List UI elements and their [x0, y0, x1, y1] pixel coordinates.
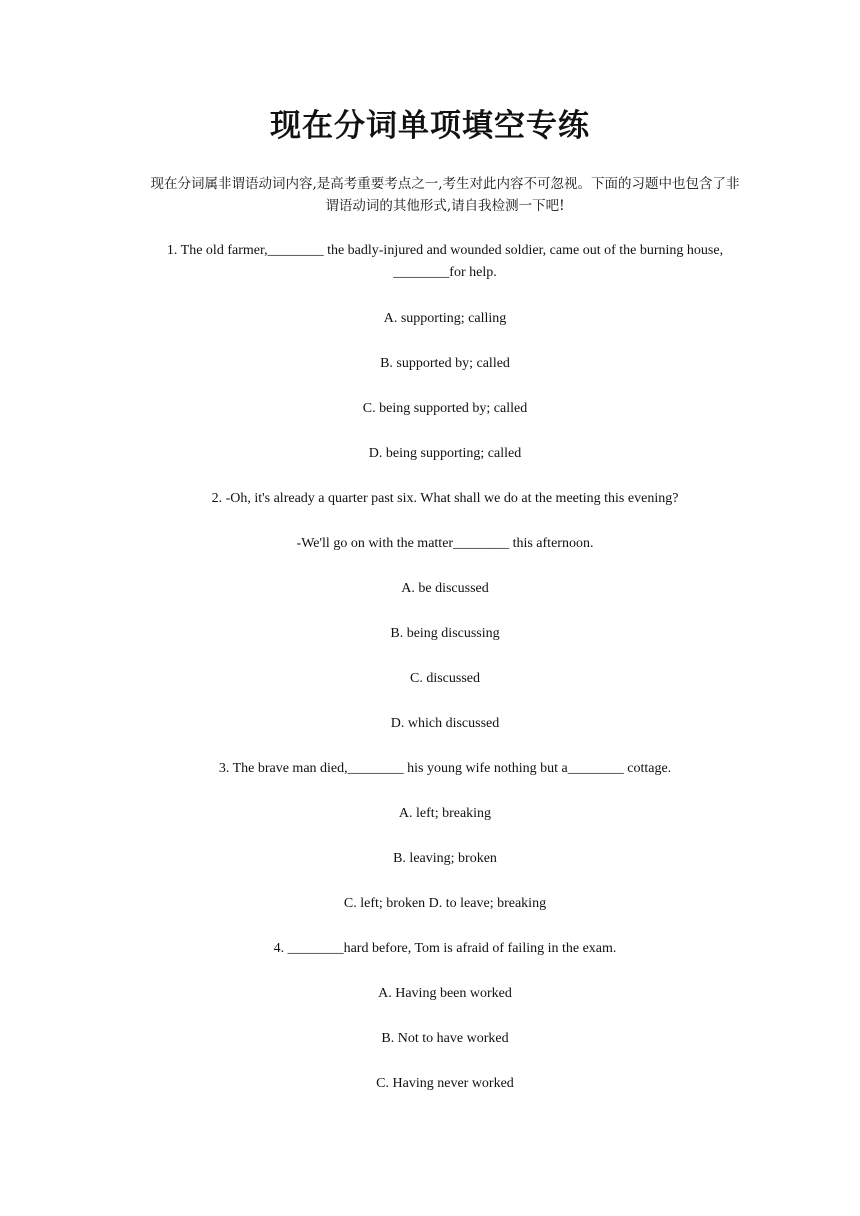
question-1-option-b: B. supported by; called — [380, 356, 510, 371]
question-3-text: 3. The brave man died,________ his young wife nothing but a________ cottage. — [218, 761, 672, 776]
question-4-option-a: A. Having been worked — [378, 986, 512, 1001]
question-2-option-d: D. which discussed — [390, 716, 500, 731]
question-2-option-a: A. be discussed — [401, 581, 489, 596]
question-2-option-b: B. being discussing — [390, 626, 500, 641]
question-1-option-c: C. being supported by; called — [362, 401, 528, 416]
intro-paragraph: 现在分词属非谓语动词内容,是高考重要考点之一,考生对此内容不可忽视。下面的习题中也包含了非谓语动词的其他形式,请自我检测一下吧! — [150, 176, 740, 214]
question-2-reply: -We'll go on with the matter________ this afternoon. — [296, 536, 594, 551]
question-4-text: 4. ________hard before, Tom is afraid of failing in the exam. — [273, 941, 617, 956]
question-4-option-c: C. Having never worked — [376, 1076, 514, 1091]
question-2-option-c: C. discussed — [410, 671, 480, 686]
document-title: 现在分词单项填空专练 — [270, 108, 590, 144]
question-1-option-a: A. supporting; calling — [383, 311, 507, 326]
question-3-option-b: B. leaving; broken — [393, 851, 497, 866]
question-2-text: 2. -Oh, it's already a quarter past six. What shall we do at the meeting this evening? — [211, 491, 679, 506]
question-4-option-b: B. Not to have worked — [381, 1031, 509, 1046]
question-1-text: 1. The old farmer,________ the badly-injured and wounded soldier, came out of the burning house, ________for help. — [166, 243, 724, 280]
question-3-option-a: A. left; breaking — [398, 806, 492, 821]
question-1-option-d: D. being supporting; called — [368, 446, 522, 461]
question-3-options-c-d: C. left; broken D. to leave; breaking — [343, 896, 547, 911]
